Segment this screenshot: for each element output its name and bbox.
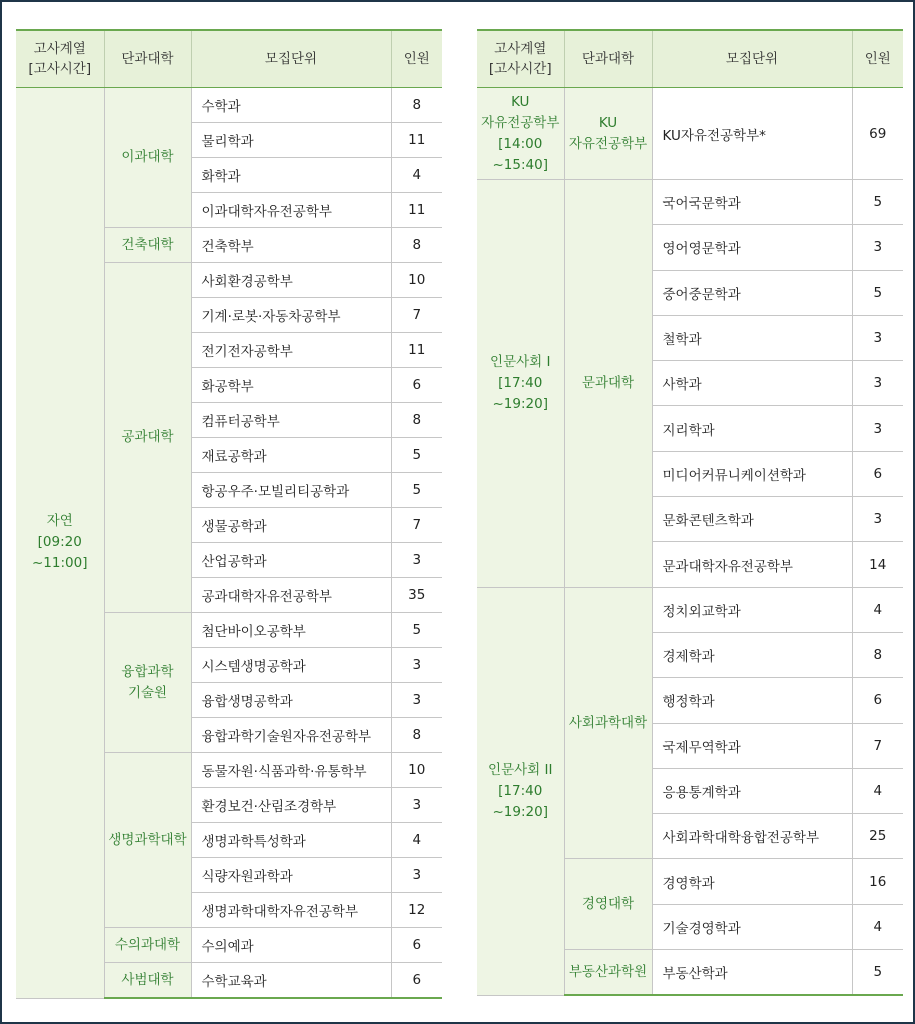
count-cell: 6 — [852, 451, 903, 496]
unit-cell: 재료공학과 — [191, 438, 391, 473]
header-count: 인원 — [391, 30, 442, 88]
unit-cell: 항공우주·모빌리티공학과 — [191, 473, 391, 508]
unit-cell: 식량자원과학과 — [191, 858, 391, 893]
college-cell: 경영대학 — [564, 859, 652, 950]
unit-cell: 정치외교학과 — [652, 587, 852, 632]
count-cell: 35 — [391, 578, 442, 613]
unit-cell: 영어영문학과 — [652, 225, 852, 270]
header-unit: 모집단위 — [652, 30, 852, 88]
unit-cell: 국어국문학과 — [652, 180, 852, 225]
unit-cell: 컴퓨터공학부 — [191, 403, 391, 438]
college-cell: 공과대학 — [104, 263, 191, 613]
college-cell: 수의과대학 — [104, 928, 191, 963]
count-cell: 8 — [391, 718, 442, 753]
table-row — [477, 180, 903, 225]
college-cell: 건축대학 — [104, 228, 191, 263]
unit-cell: 국제무역학과 — [652, 723, 852, 768]
unit-cell: 문과대학자유전공학부 — [652, 542, 852, 587]
count-cell: 7 — [391, 298, 442, 333]
college-cell: 사회과학대학 — [564, 587, 652, 859]
college-cell: 문과대학 — [564, 180, 652, 588]
college-cell: 생명과학대학 — [104, 753, 191, 928]
count-cell: 5 — [391, 438, 442, 473]
count-cell: 5 — [391, 613, 442, 648]
unit-cell: 경영학과 — [652, 859, 852, 904]
table-row — [477, 88, 903, 180]
header-college: 단과대학 — [564, 30, 652, 88]
count-cell: 7 — [391, 508, 442, 543]
count-cell: 4 — [852, 904, 903, 949]
count-cell: 4 — [852, 768, 903, 813]
unit-cell: 문화콘텐츠학과 — [652, 497, 852, 542]
count-cell: 8 — [391, 88, 442, 123]
unit-cell: 응용통계학과 — [652, 768, 852, 813]
field-cell: 자연 [09:20 ~11:00] — [16, 88, 104, 999]
count-cell: 5 — [391, 473, 442, 508]
unit-cell: 화학과 — [191, 158, 391, 193]
unit-cell: 수학과 — [191, 88, 391, 123]
unit-cell: 산업공학과 — [191, 543, 391, 578]
table-row — [477, 587, 903, 632]
count-cell: 5 — [852, 950, 903, 996]
admission-table-left — [16, 29, 442, 999]
count-cell: 25 — [852, 814, 903, 859]
count-cell: 16 — [852, 859, 903, 904]
unit-cell: 수학교육과 — [191, 963, 391, 999]
count-cell: 4 — [852, 587, 903, 632]
count-cell: 7 — [852, 723, 903, 768]
unit-cell: KU자유전공학부* — [652, 88, 852, 180]
count-cell: 6 — [391, 368, 442, 403]
unit-cell: 동물자원·식품과학·유통학부 — [191, 753, 391, 788]
count-cell: 11 — [391, 123, 442, 158]
header-row — [477, 30, 903, 88]
unit-cell: 중어중문학과 — [652, 270, 852, 315]
header-field: 고사계열 [고사시간] — [16, 30, 104, 88]
count-cell: 10 — [391, 753, 442, 788]
unit-cell: 지리학과 — [652, 406, 852, 451]
count-cell: 6 — [852, 678, 903, 723]
header-count: 인원 — [852, 30, 903, 88]
unit-cell: 전기전자공학부 — [191, 333, 391, 368]
count-cell: 12 — [391, 893, 442, 928]
count-cell: 3 — [391, 788, 442, 823]
unit-cell: 화공학부 — [191, 368, 391, 403]
unit-cell: 환경보건·산림조경학부 — [191, 788, 391, 823]
college-cell: 사범대학 — [104, 963, 191, 999]
count-cell: 14 — [852, 542, 903, 587]
unit-cell: 시스템생명공학과 — [191, 648, 391, 683]
count-cell: 69 — [852, 88, 903, 180]
unit-cell: 기계·로봇·자동차공학부 — [191, 298, 391, 333]
unit-cell: 생명과학대학자유전공학부 — [191, 893, 391, 928]
header-field: 고사계열 [고사시간] — [477, 30, 564, 88]
header-row — [16, 30, 442, 88]
count-cell: 3 — [391, 648, 442, 683]
count-cell: 11 — [391, 193, 442, 228]
field-cell: KU 자유전공학부 [14:00 ~15:40] — [477, 88, 564, 180]
count-cell: 3 — [391, 858, 442, 893]
unit-cell: 물리학과 — [191, 123, 391, 158]
unit-cell: 기술경영학과 — [652, 904, 852, 949]
count-cell: 4 — [391, 823, 442, 858]
unit-cell: 이과대학자유전공학부 — [191, 193, 391, 228]
field-cell: 인문사회 I [17:40 ~19:20] — [477, 180, 564, 588]
count-cell: 4 — [391, 158, 442, 193]
count-cell: 10 — [391, 263, 442, 298]
count-cell: 11 — [391, 333, 442, 368]
count-cell: 3 — [852, 497, 903, 542]
unit-cell: 사학과 — [652, 361, 852, 406]
unit-cell: 융합과학기술원자유전공학부 — [191, 718, 391, 753]
college-cell: 이과대학 — [104, 88, 191, 228]
count-cell: 3 — [852, 406, 903, 451]
unit-cell: 행정학과 — [652, 678, 852, 723]
unit-cell: 경제학과 — [652, 632, 852, 677]
admission-table-right — [477, 29, 903, 996]
count-cell: 8 — [852, 632, 903, 677]
count-cell: 6 — [391, 928, 442, 963]
unit-cell: 사회환경공학부 — [191, 263, 391, 298]
unit-cell: 첨단바이오공학부 — [191, 613, 391, 648]
college-cell: 융합과학 기술원 — [104, 613, 191, 753]
unit-cell: 철학과 — [652, 315, 852, 360]
count-cell: 5 — [852, 270, 903, 315]
unit-cell: 건축학부 — [191, 228, 391, 263]
count-cell: 5 — [852, 180, 903, 225]
count-cell: 3 — [391, 683, 442, 718]
unit-cell: 사회과학대학융합전공학부 — [652, 814, 852, 859]
unit-cell: 수의예과 — [191, 928, 391, 963]
count-cell: 3 — [391, 543, 442, 578]
count-cell: 8 — [391, 403, 442, 438]
count-cell: 3 — [852, 315, 903, 360]
count-cell: 6 — [391, 963, 442, 999]
count-cell: 3 — [852, 225, 903, 270]
header-college: 단과대학 — [104, 30, 191, 88]
unit-cell: 공과대학자유전공학부 — [191, 578, 391, 613]
count-cell: 3 — [852, 361, 903, 406]
college-cell: KU 자유전공학부 — [564, 88, 652, 180]
header-unit: 모집단위 — [191, 30, 391, 88]
unit-cell: 생명과학특성학과 — [191, 823, 391, 858]
unit-cell: 융합생명공학과 — [191, 683, 391, 718]
table-row — [16, 88, 442, 123]
unit-cell: 생물공학과 — [191, 508, 391, 543]
unit-cell: 미디어커뮤니케이션학과 — [652, 451, 852, 496]
unit-cell: 부동산학과 — [652, 950, 852, 996]
college-cell: 부동산과학원 — [564, 950, 652, 996]
field-cell: 인문사회 II [17:40 ~19:20] — [477, 587, 564, 995]
count-cell: 8 — [391, 228, 442, 263]
